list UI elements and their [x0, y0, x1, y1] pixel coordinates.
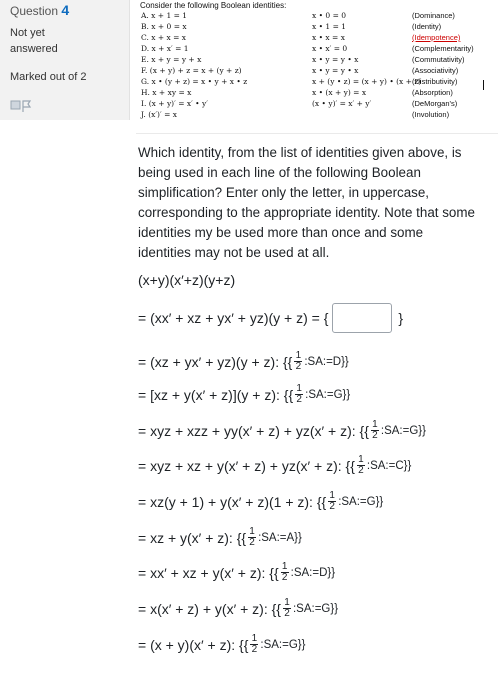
- identity-name: (Identity): [412, 22, 442, 31]
- derivation-expression: = (xz + yx′ + yz)(y + z): {{: [138, 353, 293, 370]
- derivation-expression: = xz + y(x′ + z): {{: [138, 529, 247, 546]
- answer-key: :SA:=G}}: [338, 495, 384, 508]
- identity-or-form: A. x + 1 = 1: [141, 11, 188, 20]
- score-fraction: [294, 351, 302, 372]
- derivation-expression: = xyz + xz + y(x′ + z) + yz(x′ + z): {{: [138, 457, 355, 474]
- score-fraction: [328, 491, 336, 512]
- identity-or-form: C. x + x = x: [141, 33, 187, 42]
- answer-key: :SA:=G}}: [260, 638, 306, 651]
- identity-or-form: I. (x + y)′ = x′ • y′: [141, 99, 208, 108]
- fraction-denominator: 2: [372, 430, 378, 441]
- fraction-numerator: 1: [329, 490, 335, 501]
- question-state: Not yet answered: [10, 27, 58, 55]
- score-fraction: [371, 420, 379, 441]
- identity-row: [136, 88, 498, 99]
- identity-row: [136, 66, 498, 77]
- identity-or-form: H. x + xy = x: [141, 88, 192, 97]
- identity-row: [136, 33, 498, 44]
- identity-row: [136, 44, 498, 55]
- fraction-denominator: 2: [251, 644, 258, 655]
- question-label: Question: [10, 4, 59, 18]
- derivation-line: [138, 527, 302, 548]
- fraction-denominator: 2: [358, 465, 364, 476]
- identity-name: (DeMorgan's): [412, 99, 458, 108]
- identity-name: (Associativity): [412, 66, 459, 75]
- question-info-panel: [0, 0, 130, 120]
- fraction-numerator: 1: [358, 454, 364, 465]
- identity-and-form: x • 1 = 1: [312, 22, 347, 31]
- closing-brace: }: [398, 310, 404, 326]
- identity-name: (Complementarity): [412, 44, 474, 53]
- answer-key: :SA:=G}}: [380, 424, 426, 437]
- derivation-line: [138, 303, 403, 333]
- derivation-line: [138, 598, 338, 619]
- identity-name: (Involution): [412, 110, 450, 119]
- fraction-denominator: 2: [329, 501, 335, 512]
- identity-and-form: x + (y • z) = (x + y) • (x + z): [312, 77, 422, 86]
- identity-or-form: J. (x′)′ = x: [141, 110, 177, 119]
- divider: [136, 133, 498, 134]
- identity-or-form: D. x + x′ = 1: [141, 44, 189, 53]
- fraction-numerator: 1: [251, 633, 258, 644]
- derivation-expression: = [xz + y(x′ + z)](y + z): {{: [138, 386, 294, 403]
- fraction-denominator: 2: [296, 394, 302, 405]
- identity-or-form: E. x + y = y + x: [141, 55, 202, 64]
- question-grade: Marked out of 2: [10, 71, 87, 83]
- derivation-expression: = xz(y + 1) + y(x′ + z)(1 + z): {{: [138, 493, 327, 510]
- derivation-line: [138, 384, 350, 405]
- fraction-numerator: 1: [296, 383, 302, 394]
- identity-table-title: Consider the following Boolean identities:: [140, 1, 287, 10]
- fraction-denominator: 2: [284, 608, 290, 619]
- score-fraction: [295, 384, 303, 405]
- identity-and-form: x • x′ = 0: [312, 44, 348, 53]
- fraction-denominator: 2: [249, 537, 255, 548]
- fraction-numerator: 1: [284, 597, 290, 608]
- identity-row: [136, 99, 498, 110]
- fraction-numerator: 1: [372, 419, 378, 430]
- score-fraction: [248, 527, 256, 548]
- identity-name: (Commutativity): [412, 55, 465, 64]
- question-title: [10, 2, 129, 18]
- identity-row: [136, 110, 498, 121]
- score-fraction: [283, 598, 291, 619]
- fraction-denominator: 2: [281, 572, 288, 583]
- derivation-line: [138, 634, 305, 655]
- identity-row: [136, 22, 498, 33]
- identity-table: [136, 0, 498, 132]
- question-number: 4: [61, 2, 70, 18]
- answer-key: :SA:=G}}: [292, 602, 339, 615]
- derivation-expression: = xx′ + xz + y(x′ + z): {{: [138, 564, 279, 581]
- score-fraction: [357, 455, 365, 476]
- answer-key: :SA:=G}}: [305, 388, 351, 401]
- derivation-line: [138, 351, 349, 372]
- identity-row: [136, 11, 498, 22]
- identity-and-form: x • y = y • x: [312, 66, 359, 75]
- score-fraction: [250, 634, 258, 655]
- derivation-expression: = (x + y)(x′ + z): {{: [138, 636, 249, 653]
- identity-and-form: x • x = x: [312, 33, 345, 42]
- start-expression: (x+y)(x′+z)(y+z): [138, 272, 236, 288]
- derivation-line: [138, 420, 426, 441]
- answer-key: :SA:=D}}: [290, 566, 336, 579]
- answer-key: :SA:=D}}: [304, 355, 349, 368]
- derivation-line: [138, 455, 411, 476]
- identity-and-form: x • (x + y) = x: [312, 88, 367, 97]
- score-fraction: [281, 562, 289, 583]
- fraction-numerator: 1: [281, 561, 288, 572]
- identity-and-form: x • y = y • x: [312, 55, 359, 64]
- identity-or-form: G. x • (y + z) = x • y + x • z: [141, 77, 248, 86]
- fraction-numerator: 1: [295, 350, 302, 361]
- fraction-denominator: 2: [295, 361, 302, 372]
- identity-name: (Distributivity): [412, 77, 458, 86]
- identity-name: (Absorption): [412, 88, 453, 97]
- identity-or-form: B. x + 0 = x: [141, 22, 187, 31]
- answer-key: :SA:=C}}: [366, 459, 412, 472]
- answer-input[interactable]: [332, 303, 392, 333]
- derivation-expression: = xyz + xzz + yy(x′ + z) + yz(x′ + z): {{: [138, 422, 369, 439]
- answer-key: :SA:=A}}: [258, 531, 302, 544]
- identity-row: [136, 77, 498, 88]
- identity-and-form: (x • y)′ = x′ + y′: [312, 99, 372, 108]
- question-prompt: Which identity, from the list of identities given above, is being used in each line of the following Boolean simplification? Enter only the letter, in uppercase, corresponding to the appropriate identity. Note that some identities my be used more than once and some identities may not be used at all.: [138, 145, 475, 260]
- identity-row: [136, 55, 498, 66]
- identity-and-form: x • 0 = 0: [312, 11, 347, 20]
- derivation-expression: = x(x′ + z) + y(x′ + z): {{: [138, 600, 281, 617]
- identity-or-form: F. (x + y) + z = x + (y + z): [141, 66, 242, 75]
- derivation-line: [138, 562, 335, 583]
- identity-name: (Idempotence): [412, 33, 461, 42]
- flag-question-button[interactable]: [10, 99, 32, 113]
- flag-icon: [10, 99, 32, 113]
- derivation-line: [138, 491, 383, 512]
- derivation-expression: = (xx′ + xz + yx′ + yz)(y + z) = {: [138, 310, 329, 326]
- text-cursor: [483, 80, 484, 90]
- identity-name: (Dominance): [412, 11, 455, 20]
- fraction-numerator: 1: [249, 526, 255, 537]
